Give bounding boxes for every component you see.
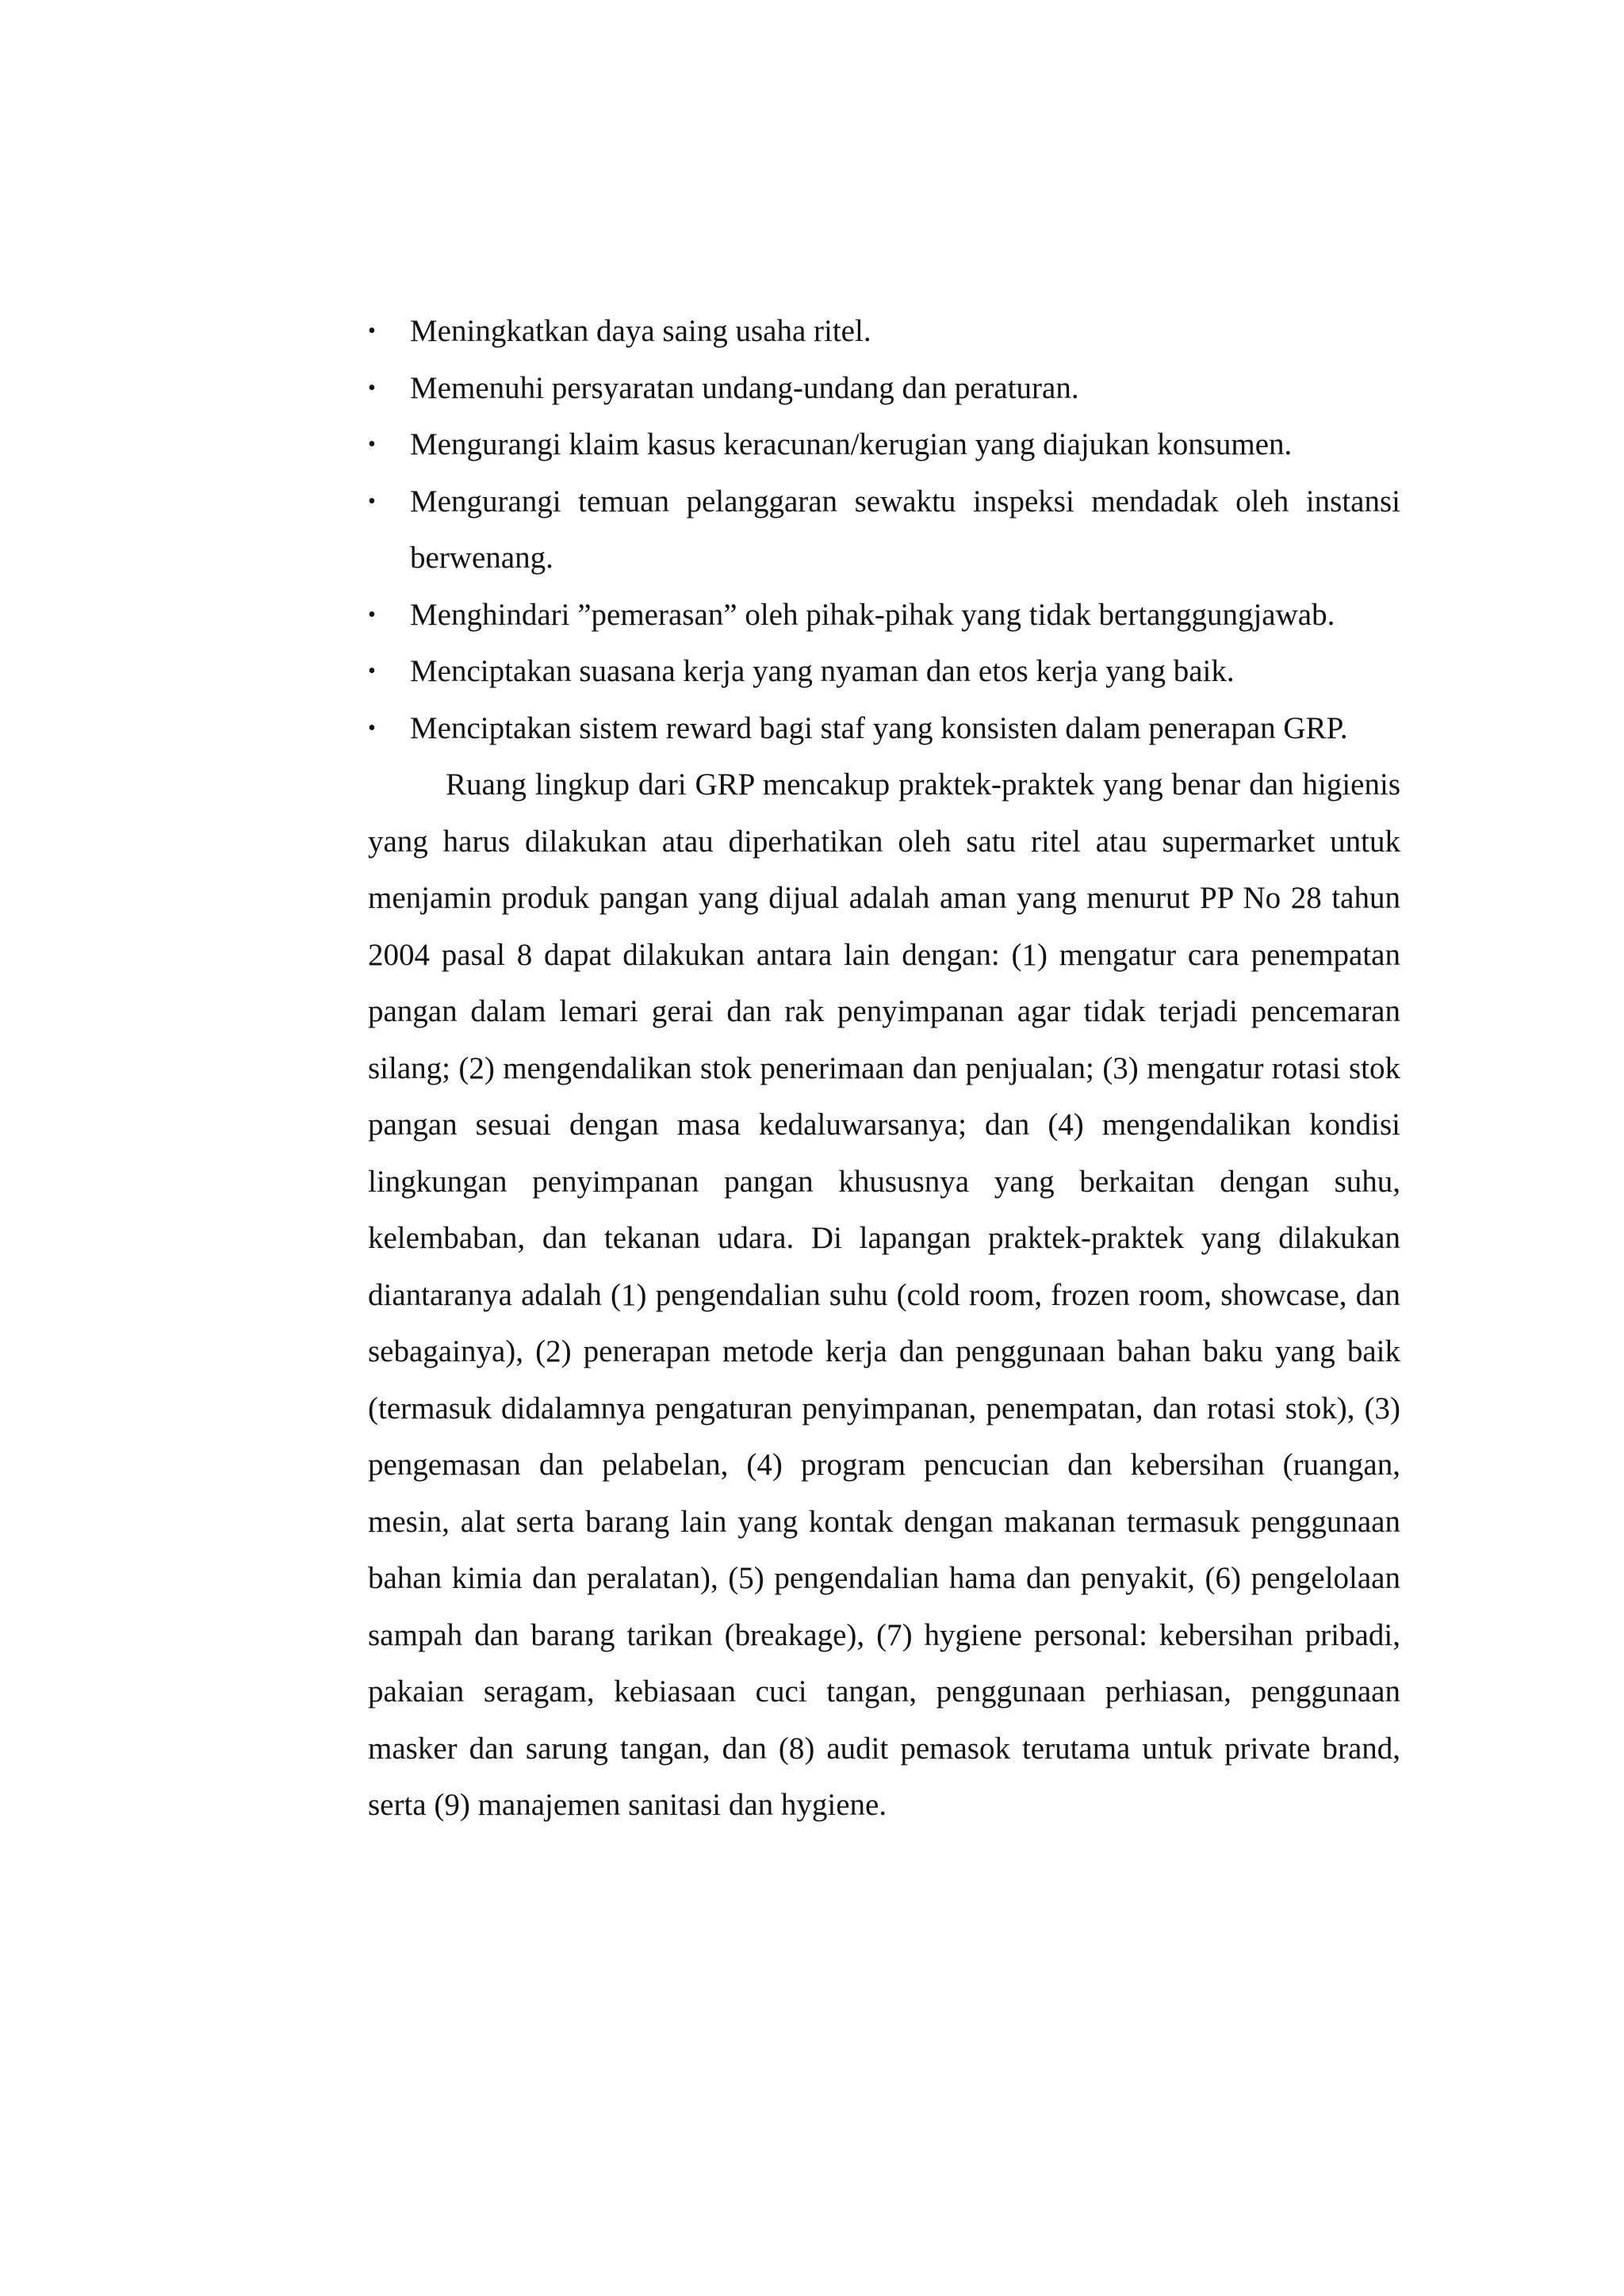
list-item-text: Menghindari ”pemerasan” oleh pihak-pihak yang tidak bertanggungjawab. [410,597,1335,632]
bullet-icon: • [368,319,376,343]
list-item-text: Memenuhi persyaratan undang-undang dan peraturan. [410,370,1079,405]
list-item-text: Mengurangi temuan pelanggaran sewaktu inspeksi mendadak oleh instansi berwenang. [410,484,1400,575]
bullet-icon: • [368,602,376,627]
page-body [368,303,1400,1834]
list-item-text: Meningkatkan daya saing usaha ritel. [410,314,871,348]
list-item [368,700,1400,757]
bullet-icon: • [368,715,376,740]
benefits-list [368,303,1400,756]
list-item [368,416,1400,473]
bullet-icon: • [368,659,376,683]
list-item [368,643,1400,700]
list-item-text: Menciptakan sistem reward bagi staf yang konsisten dalam penerapan GRP. [410,710,1348,745]
list-item-text: Menciptakan suasana kerja yang nyaman dan etos kerja yang baik. [410,654,1235,688]
list-item [368,473,1400,587]
list-item [368,303,1400,360]
list-item [368,360,1400,417]
list-item-text: Mengurangi klaim kasus keracunan/kerugian yang diajukan konsumen. [410,427,1293,461]
bullet-icon: • [368,375,376,400]
list-item [368,587,1400,644]
body-paragraph: Ruang lingkup dari GRP mencakup praktek-praktek yang benar dan higienis yang harus dilakukan atau diperhatikan oleh satu ritel atau supermarket untuk menjamin produk pangan yang dijual adalah aman yang menurut PP No 28 tahun 2004 pasal 8 dapat dilakukan antara lain dengan: (1) mengatur cara penempatan pangan dalam lemari gerai dan rak penyimpanan agar tidak terjadi pencemaran silang; (2) mengendalikan stok penerimaan dan penjualan; (3) mengatur rotasi stok pangan sesuai dengan masa kedaluwarsanya; dan (4) mengendalikan kondisi lingkungan penyimpanan pangan khususnya yang berkaitan dengan suhu, kelembaban, dan tekanan udara. Di lapangan praktek-praktek yang dilakukan diantaranya adalah (1) pengendalian suhu (cold room, frozen room, showcase, dan sebagainya), (2) penerapan metode kerja dan penggunaan bahan baku yang baik (termasuk didalamnya pengaturan penyimpanan, penempatan, dan rotasi stok), (3) pengemasan dan pelabelan, (4) program pencucian dan kebersihan (ruangan, mesin, alat serta barang lain yang kontak dengan makanan termasuk penggunaan bahan kimia dan peralatan), (5) pengendalian hama dan penyakit, (6) pengelolaan sampah dan barang tarikan (breakage), (7) hygiene personal: kebersihan pribadi, pakaian seragam, kebiasaan cuci tangan, penggunaan perhiasan, penggunaan masker dan sarung tangan, dan (8) audit pemasok terutama untuk private brand, serta (9) manajemen sanitasi dan hygiene. [368,767,1400,1822]
bullet-icon: • [368,488,376,514]
bullet-icon: • [368,432,376,457]
